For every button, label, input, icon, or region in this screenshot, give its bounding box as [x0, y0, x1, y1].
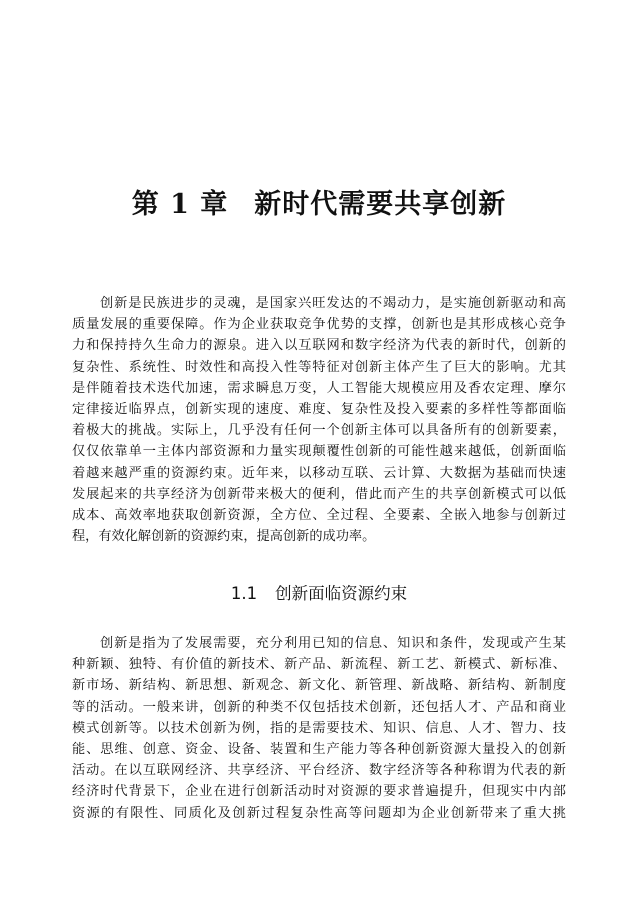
- text-line: 程，有效化解创新的资源约束，提高创新的成功率。: [72, 529, 376, 545]
- text-line: 发展起来的共享经济为创新带来极大的便利，借此而产生的共享创新模式可以低: [72, 486, 566, 502]
- text-line: 模式创新等。以技术创新为例，指的是需要技术、知识、信息、人才、智力、技: [72, 720, 566, 736]
- text-line: 创新是指为了发展需要，充分利用已知的信息、知识和条件，发现或产生某: [100, 636, 566, 651]
- text-line: 成本、高效率地获取创新资源，全方位、全过程、全要素、全嵌入地参与创新过: [72, 507, 566, 523]
- text-line: 是伴随着技术迭代加速，需求瞬息万变，人工智能大规模应用及香农定理、摩尔: [72, 380, 566, 396]
- text-line: 复杂性、系统性、时效性和高投入性等特征对创新主体产生了巨大的影响。尤其: [72, 359, 566, 375]
- section-number: 1.1: [230, 584, 258, 603]
- chapter-title: [0, 182, 638, 221]
- text-line: 质量发展的重要保障。作为企业获取竞争优势的支撑，创新也是其形成核心竞争: [72, 317, 566, 333]
- paragraph-section-body: [72, 633, 566, 824]
- text-line: 经济时代背景下，企业在进行创新活动时对资源的要求普遍提升，但现实中内部: [72, 784, 566, 800]
- section-heading: [0, 580, 638, 604]
- chapter-name: 新时代需要共享创新: [254, 189, 507, 220]
- text-line: 资源的有限性、同质化及创新过程复杂性高等问题却为企业创新带来了重大挑: [72, 805, 566, 821]
- text-line: 着越来越严重的资源约束。近年来，以移动互联、云计算、大数据为基础而快速: [72, 465, 566, 481]
- text-line: 创新是民族进步的灵魂，是国家兴旺发达的不竭动力，是实施创新驱动和高: [100, 296, 566, 311]
- text-line: 活动。在以互联网经济、共享经济、平台经济、数字经济等各种称谓为代表的新: [72, 763, 566, 779]
- text-line: 仅仅依靠单一主体内部资源和力量实现颠覆性创新的可能性越来越低，创新面临: [72, 444, 566, 460]
- text-line: 定律接近临界点，创新实现的速度、难度、复杂性及投入要素的多样性等都面临: [72, 401, 566, 417]
- section-name: 创新面临资源约束: [275, 584, 408, 603]
- text-line: 等的活动。一般来讲，创新的种类不仅包括技术创新，还包括人才、产品和商业: [72, 699, 566, 715]
- paragraph-intro: [72, 293, 566, 547]
- text-line: 能、思维、创意、资金、设备、装置和生产能力等各种创新资源大量投入的创新: [72, 741, 566, 757]
- text-line: 新市场、新结构、新思想、新观念、新文化、新管理、新战略、新结构、新制度: [72, 678, 566, 694]
- text-line: 力和保持持久生命力的源泉。进入以互联网和数字经济为代表的新时代，创新的: [72, 338, 566, 354]
- text-line: 着极大的挑战。实际上，几乎没有任何一个创新主体可以具备所有的创新要素，: [72, 423, 566, 439]
- text-line: 种新颖、独特、有价值的新技术、新产品、新流程、新工艺、新模式、新标准、: [72, 657, 566, 673]
- chapter-number: 第 1 章: [131, 189, 229, 220]
